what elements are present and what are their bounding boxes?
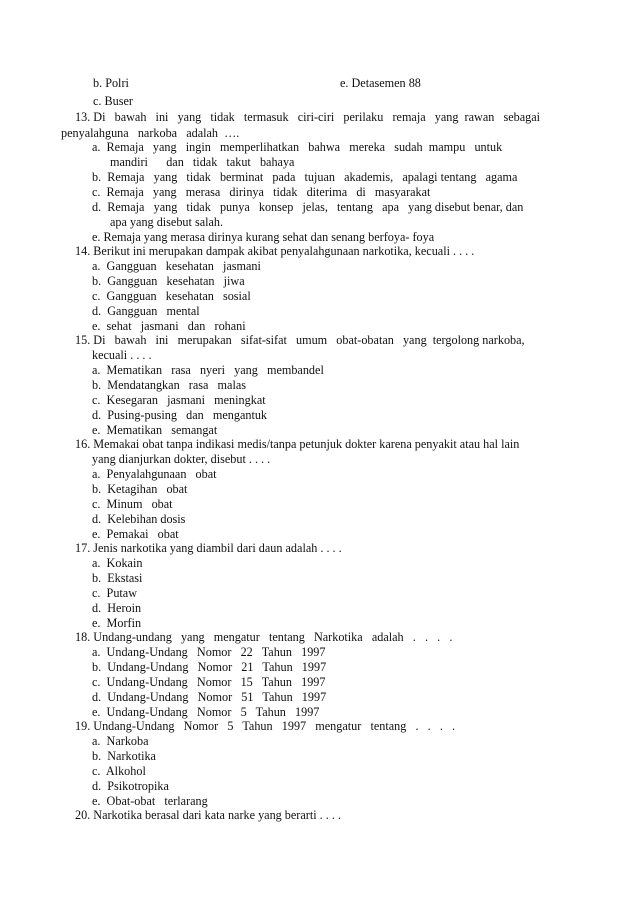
question-19-option-c: c. Alkohol xyxy=(92,764,146,778)
question-16-option-a: a. Penyalahgunaan obat xyxy=(92,467,217,481)
question-19-stem: 19. Undang-Undang Nomor 5 Tahun 1997 mengatur tentang . . . . xyxy=(75,719,456,733)
question-19-option-e: e. Obat-obat terlarang xyxy=(92,794,208,808)
question-20-stem: 20. Narkotika berasal dari kata narke yang berarti . . . . xyxy=(75,808,341,822)
question-19-option-d: d. Psikotropika xyxy=(92,779,169,793)
question-18-option-d: d. Undang-Undang Nomor 51 Tahun 1997 xyxy=(92,690,327,704)
question-14-stem: 14. Berikut ini merupakan dampak akibat penyalahgunaan narkotika, kecuali . . . . xyxy=(75,244,475,258)
question-18-option-e: e. Undang-Undang Nomor 5 Tahun 1997 xyxy=(92,705,320,719)
question-13-option-a-cont: mandiri dan tidak takut bahaya xyxy=(110,155,295,169)
question-18-stem: 18. Undang-undang yang mengatur tentang Narkotika adalah . . . . xyxy=(75,630,453,644)
question-17-option-c: c. Putaw xyxy=(92,586,138,600)
question-13-option-d-cont: apa yang disebut salah. xyxy=(110,215,224,229)
question-14-option-e: e. sehat jasmani dan rohani xyxy=(92,319,246,333)
question-15-stem-cont: kecuali . . . . xyxy=(92,348,152,362)
question-15-option-b: b. Mendatangkan rasa malas xyxy=(92,378,246,392)
question-15-stem: 15. Di bawah ini merupakan sifat-sifat umum obat-obatan yang tergolong narkoba, xyxy=(75,333,525,347)
question-15-option-c: c. Kesegaran jasmani meningkat xyxy=(92,393,266,407)
option-c-buser: c. Buser xyxy=(93,94,133,108)
question-16-option-e: e. Pemakai obat xyxy=(92,527,179,541)
question-16-option-b: b. Ketagihan obat xyxy=(92,482,188,496)
question-15-option-e: e. Mematikan semangat xyxy=(92,423,218,437)
question-17-option-e: e. Morfin xyxy=(92,616,142,630)
question-13-option-e: e. Remaja yang merasa dirinya kurang sehat dan senang berfoya- foya xyxy=(92,230,435,244)
question-17-option-d: d. Heroin xyxy=(92,601,142,615)
question-19-option-a: a. Narkoba xyxy=(92,734,149,748)
question-13-stem: 13. Di bawah ini yang tidak termasuk ciri-ciri perilaku remaja yang rawan sebagai xyxy=(75,110,541,124)
question-17-option-b: b. Ekstasi xyxy=(92,571,143,585)
question-16-stem-cont: yang dianjurkan dokter, disebut . . . . xyxy=(92,452,271,466)
question-13-option-b: b. Remaja yang tidak berminat pada tujuan akademis, apalagi tentang agama xyxy=(92,170,518,184)
question-16-option-c: c. Minum obat xyxy=(92,497,173,511)
question-17-stem: 17. Jenis narkotika yang diambil dari daun adalah . . . . xyxy=(75,541,342,555)
question-13-option-c: c. Remaja yang merasa dirinya tidak diterima di masyarakat xyxy=(92,185,431,199)
question-18-option-a: a. Undang-Undang Nomor 22 Tahun 1997 xyxy=(92,645,326,659)
question-13-option-d: d. Remaja yang tidak punya konsep jelas, tentang apa yang disebut benar, dan xyxy=(92,200,524,214)
question-18-option-c: c. Undang-Undang Nomor 15 Tahun 1997 xyxy=(92,675,326,689)
question-14-option-b: b. Gangguan kesehatan jiwa xyxy=(92,274,245,288)
question-13-stem-cont: penyalahguna narkoba adalah …. xyxy=(61,126,240,140)
question-16-option-d: d. Kelebihan dosis xyxy=(92,512,186,526)
question-18-option-b: b. Undang-Undang Nomor 21 Tahun 1997 xyxy=(92,660,327,674)
question-16-stem: 16. Memakai obat tanpa indikasi medis/tanpa petunjuk dokter karena penyakit atau hal lain xyxy=(75,437,520,451)
question-15-option-d: d. Pusing-pusing dan mengantuk xyxy=(92,408,268,422)
question-15-option-a: a. Mematikan rasa nyeri yang membandel xyxy=(92,363,324,377)
option-e-detasemen: e. Detasemen 88 xyxy=(340,76,421,90)
question-14-option-d: d. Gangguan mental xyxy=(92,304,200,318)
question-19-option-b: b. Narkotika xyxy=(92,749,156,763)
question-13-option-a: a. Remaja yang ingin memperlihatkan bahwa mereka sudah mampu untuk xyxy=(92,140,503,154)
option-b-polri: b. Polri xyxy=(93,76,129,90)
question-14-option-c: c. Gangguan kesehatan sosial xyxy=(92,289,251,303)
question-14-option-a: a. Gangguan kesehatan jasmani xyxy=(92,259,261,273)
question-17-option-a: a. Kokain xyxy=(92,556,143,570)
